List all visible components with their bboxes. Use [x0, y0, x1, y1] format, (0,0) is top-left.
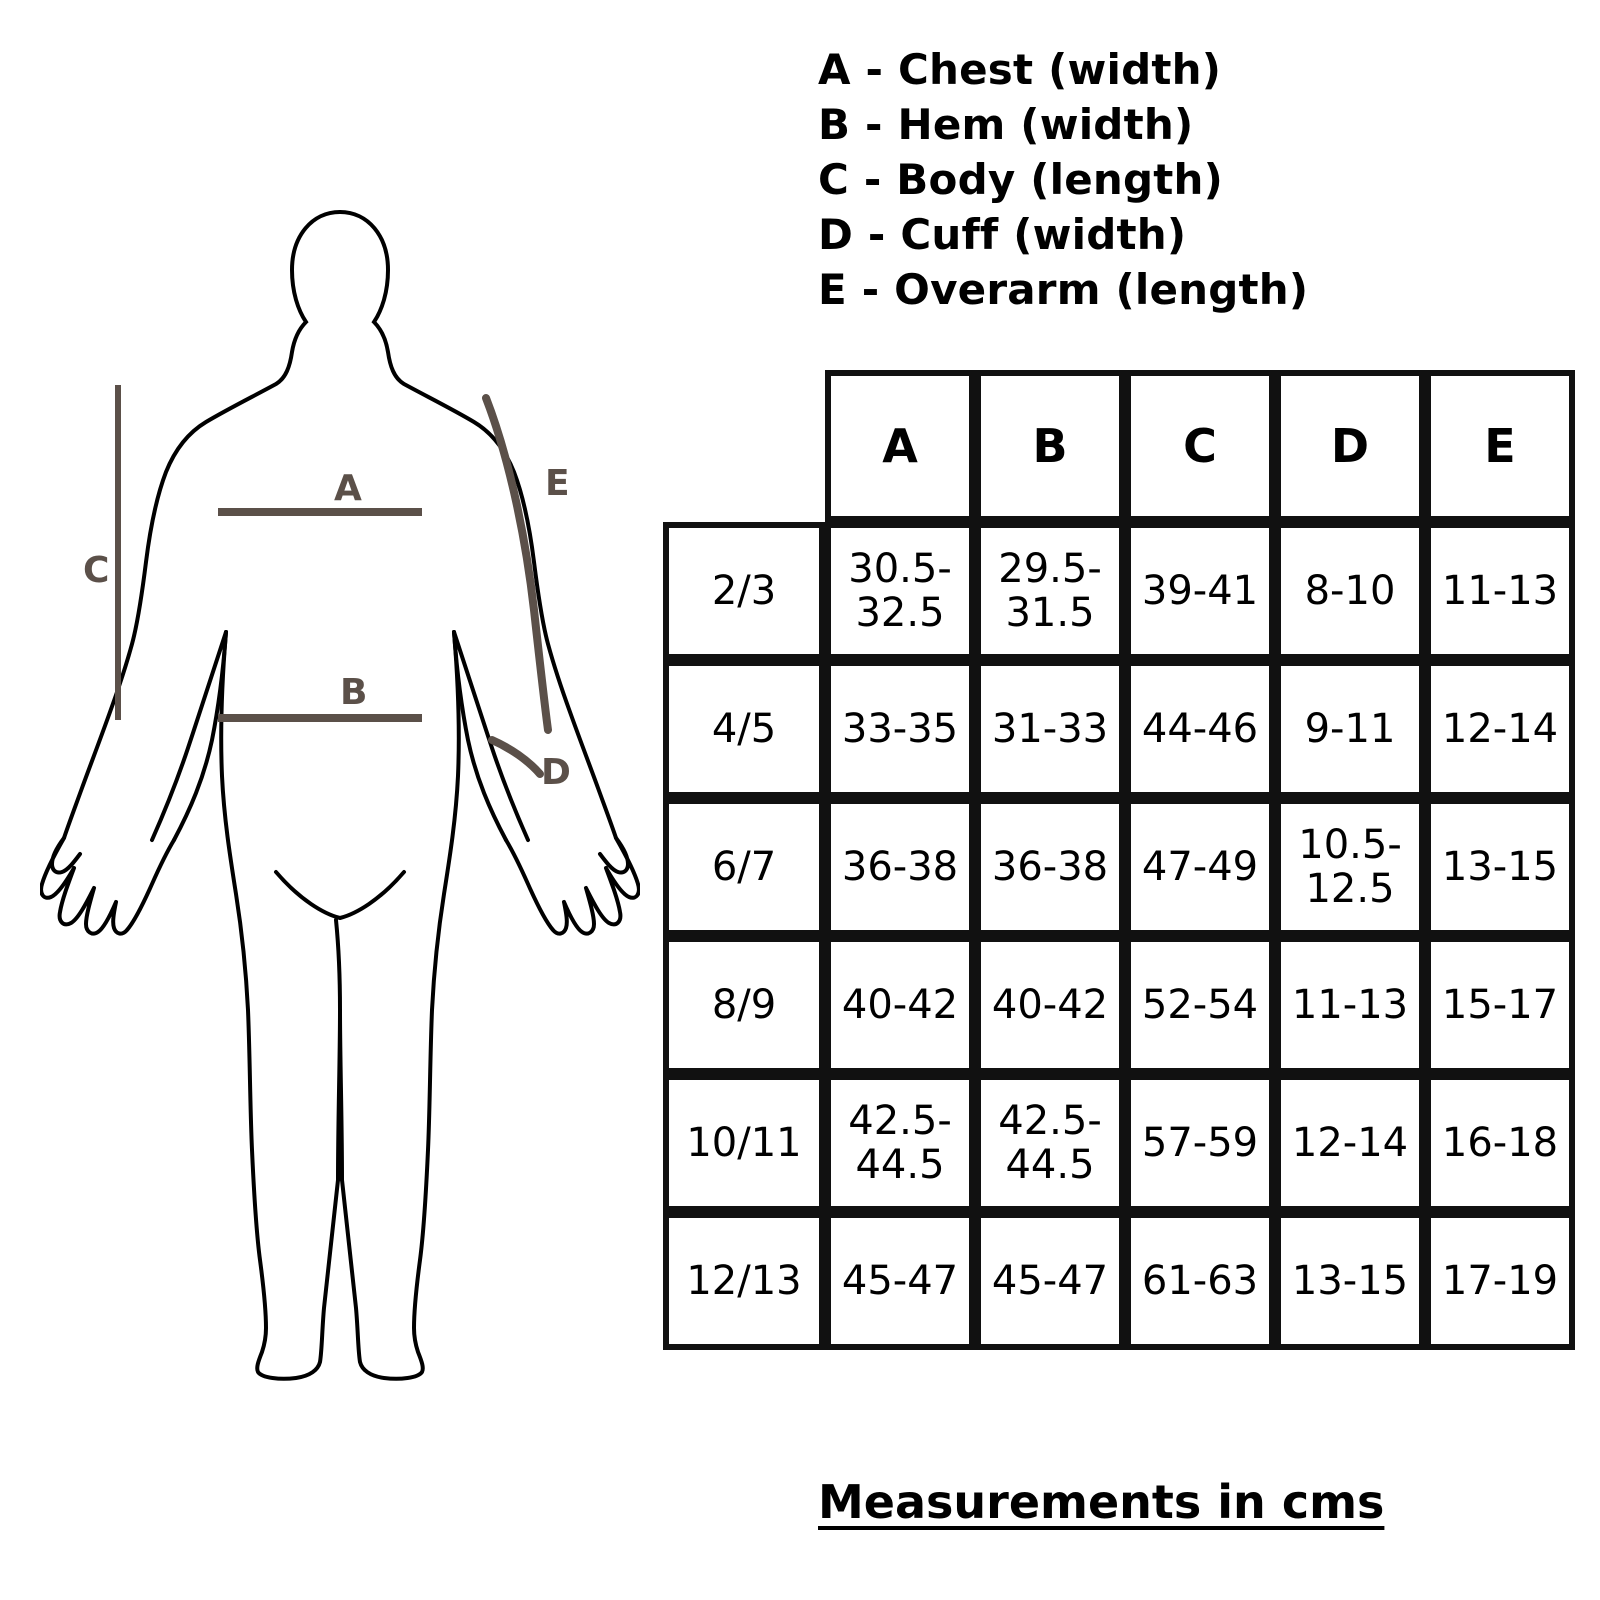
- cell-c: 52-54: [1125, 936, 1275, 1074]
- table-row: [663, 936, 1575, 1074]
- cell-b: 29.5- 31.5: [975, 522, 1125, 660]
- human-body-outline: [40, 170, 640, 1420]
- legend-item-e: E - Overarm (length): [818, 265, 1309, 314]
- cell-a: 30.5- 32.5: [825, 522, 975, 660]
- cell-c: 39-41: [1125, 522, 1275, 660]
- column-header-b: B: [975, 370, 1125, 522]
- column-header-e: E: [1425, 370, 1575, 522]
- cell-e: 13-15: [1425, 798, 1575, 936]
- table-row: [663, 798, 1575, 936]
- marker-label-b: B: [340, 672, 368, 713]
- cell-a: 45-47: [825, 1212, 975, 1350]
- cell-b: 45-47: [975, 1212, 1125, 1350]
- overarm-measure-line: [486, 398, 548, 730]
- cell-a: 40-42: [825, 936, 975, 1074]
- cell-b: 42.5- 44.5: [975, 1074, 1125, 1212]
- cell-a: 42.5- 44.5: [825, 1074, 975, 1212]
- cell-d: 8-10: [1275, 522, 1425, 660]
- size-label: 2/3: [663, 522, 825, 660]
- cell-d: 10.5- 12.5: [1275, 798, 1425, 936]
- cell-d: 12-14: [1275, 1074, 1425, 1212]
- measurement-legend: [818, 42, 1578, 317]
- size-label: 4/5: [663, 660, 825, 798]
- column-header-a: A: [825, 370, 975, 522]
- cell-d: 11-13: [1275, 936, 1425, 1074]
- cell-a: 36-38: [825, 798, 975, 936]
- column-header-d: D: [1275, 370, 1425, 522]
- cell-c: 47-49: [1125, 798, 1275, 936]
- column-header-c: C: [1125, 370, 1275, 522]
- measurement-units-note: Measurements in cms: [818, 1475, 1385, 1529]
- cell-e: 17-19: [1425, 1212, 1575, 1350]
- legend-item-a: A - Chest (width): [818, 45, 1222, 94]
- size-label: 12/13: [663, 1212, 825, 1350]
- size-label: 6/7: [663, 798, 825, 936]
- size-label: 8/9: [663, 936, 825, 1074]
- cell-c: 57-59: [1125, 1074, 1275, 1212]
- cell-e: 12-14: [1425, 660, 1575, 798]
- marker-label-c: C: [83, 550, 110, 591]
- marker-label-d: D: [541, 752, 571, 793]
- table-corner-cell: [663, 370, 825, 522]
- legend-item-b: B - Hem (width): [818, 100, 1194, 149]
- size-chart-table: [663, 370, 1575, 1350]
- cell-c: 61-63: [1125, 1212, 1275, 1350]
- table-row: [663, 1074, 1575, 1212]
- cell-a: 33-35: [825, 660, 975, 798]
- body-figure-panel: [0, 0, 660, 1450]
- cell-e: 11-13: [1425, 522, 1575, 660]
- cell-b: 36-38: [975, 798, 1125, 936]
- marker-label-e: E: [545, 463, 570, 504]
- table-row: [663, 522, 1575, 660]
- cell-e: 16-18: [1425, 1074, 1575, 1212]
- cell-d: 13-15: [1275, 1212, 1425, 1350]
- size-label: 10/11: [663, 1074, 825, 1212]
- cell-b: 31-33: [975, 660, 1125, 798]
- table-row: [663, 660, 1575, 798]
- legend-item-c: C - Body (length): [818, 155, 1224, 204]
- table-row: [663, 1212, 1575, 1350]
- cell-e: 15-17: [1425, 936, 1575, 1074]
- cell-b: 40-42: [975, 936, 1125, 1074]
- legend-item-d: D - Cuff (width): [818, 210, 1187, 259]
- marker-label-a: A: [334, 468, 362, 509]
- cell-c: 44-46: [1125, 660, 1275, 798]
- table-header-row: [663, 370, 1575, 522]
- cell-d: 9-11: [1275, 660, 1425, 798]
